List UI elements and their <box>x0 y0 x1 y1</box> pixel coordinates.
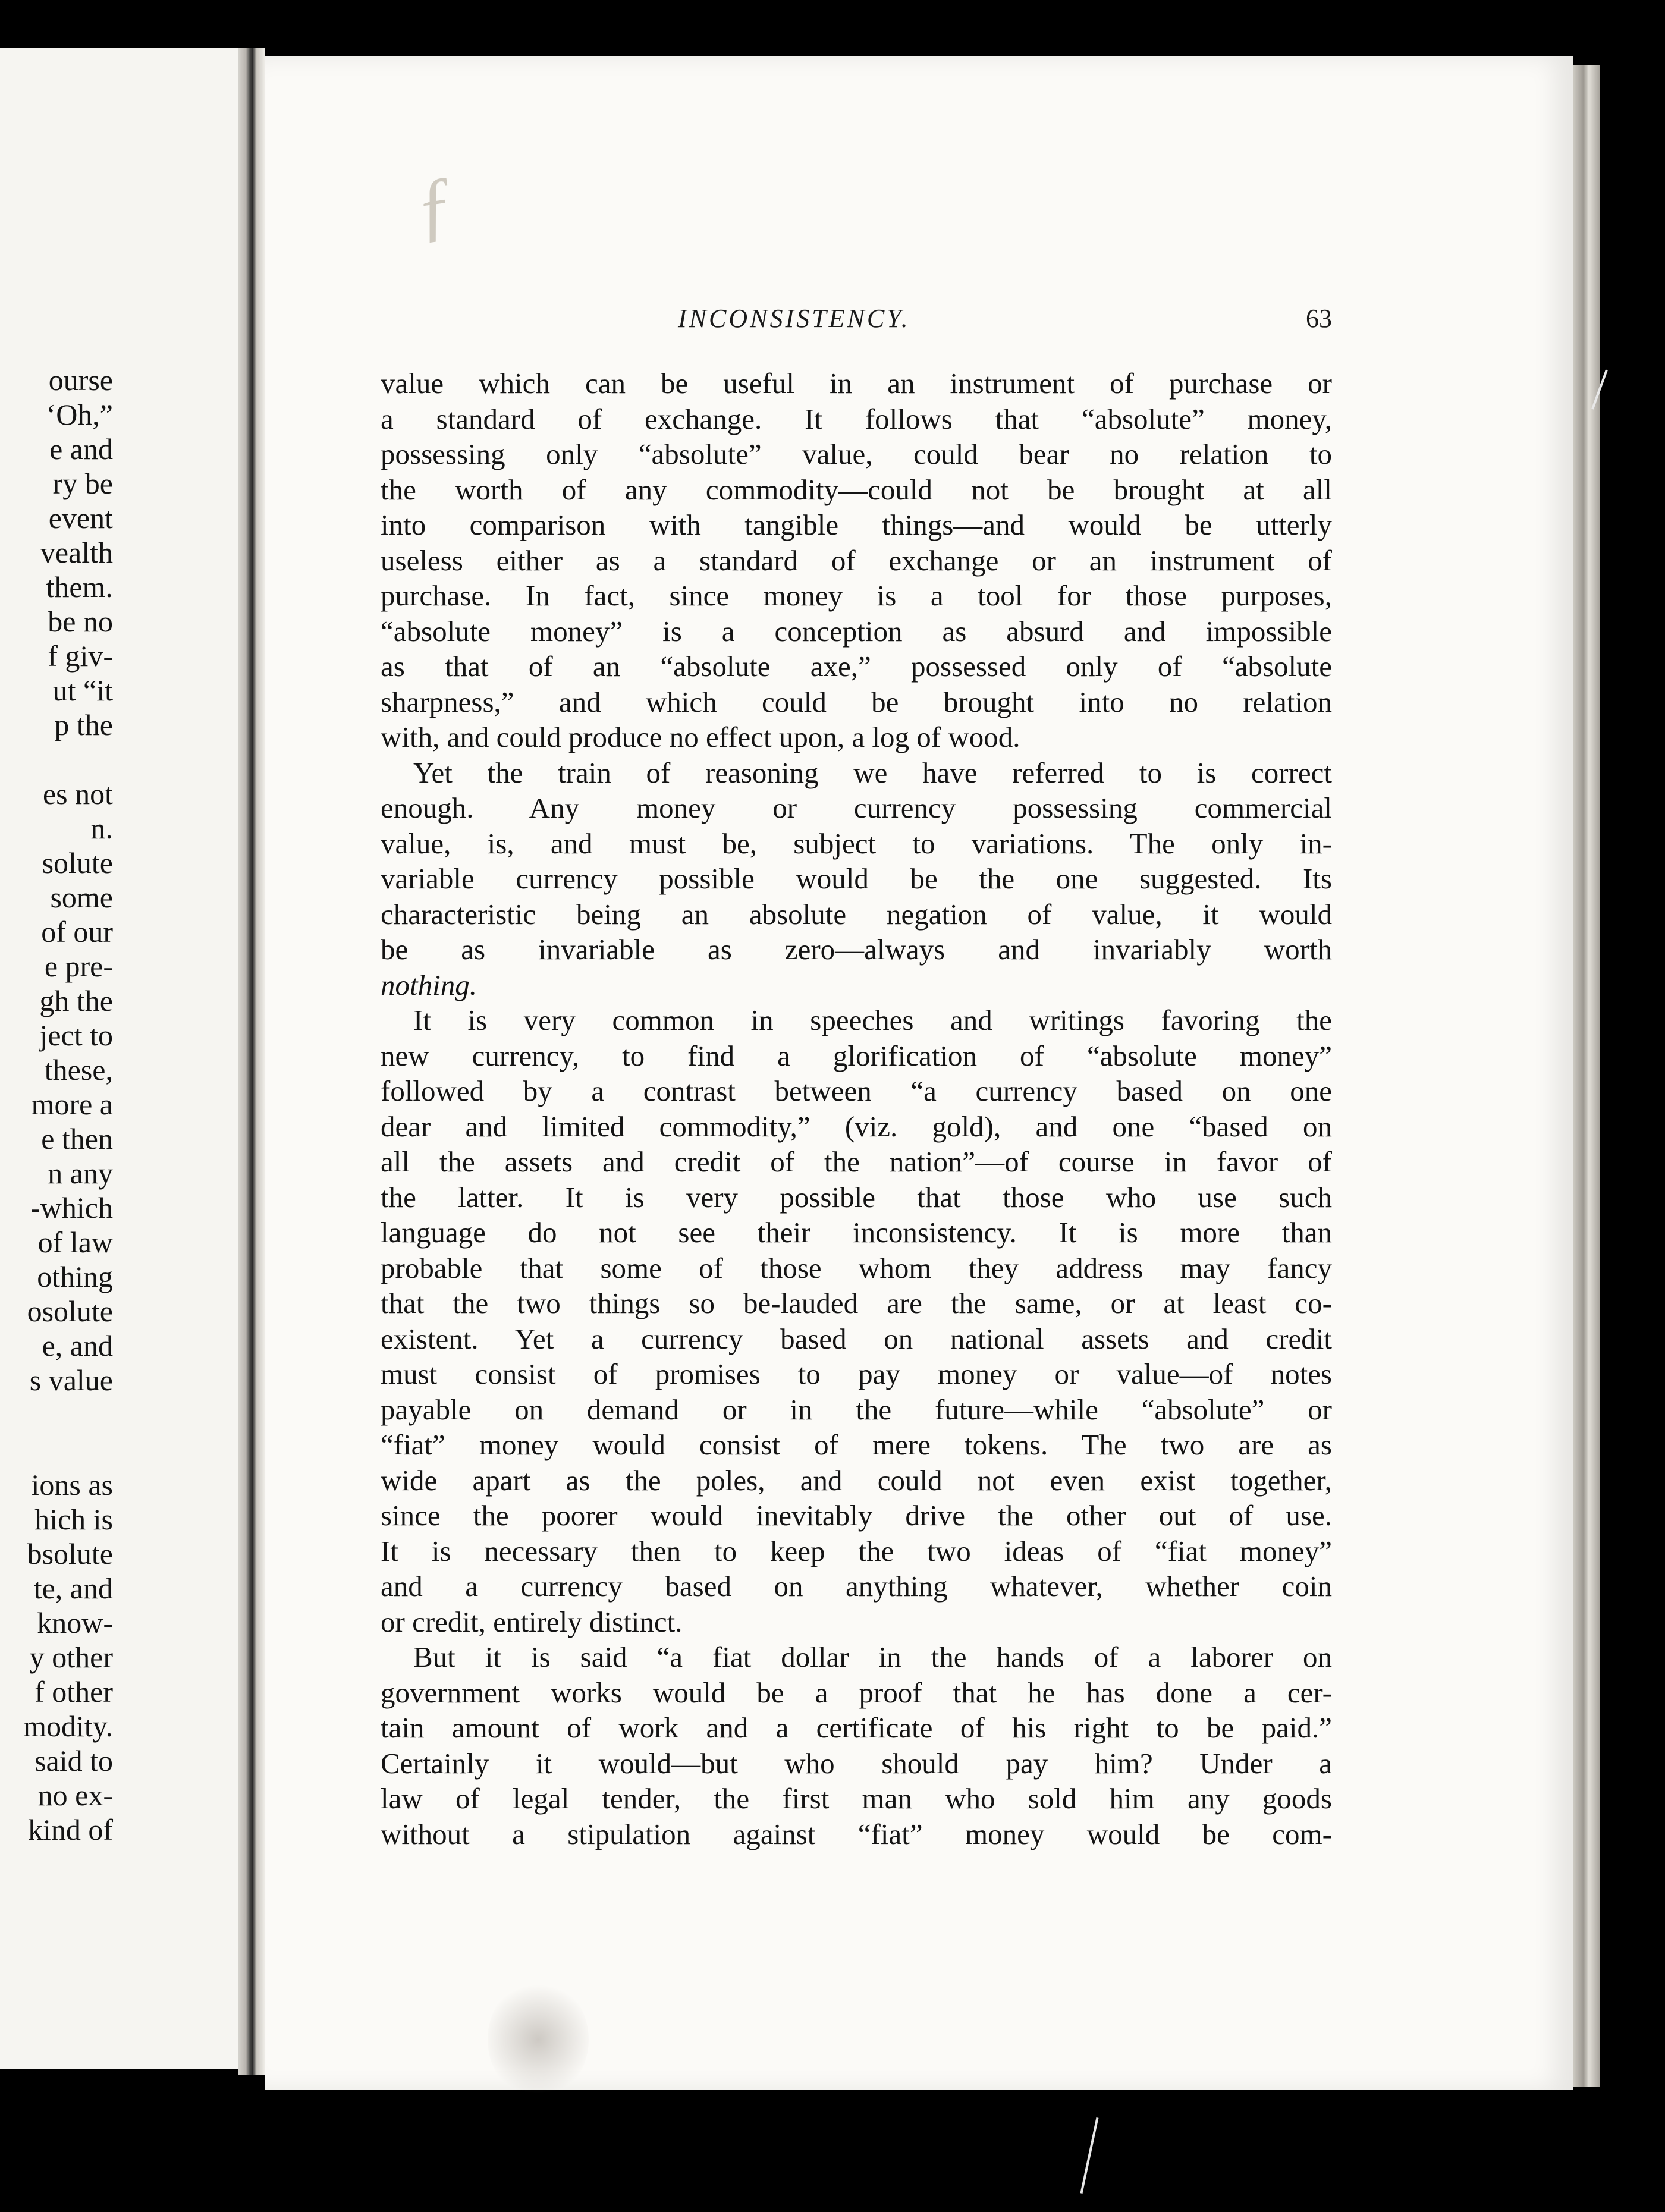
facing-page-line: ourse <box>48 363 113 397</box>
facing-page-line: p the <box>54 708 113 741</box>
facing-page-line: ut “it <box>52 674 113 707</box>
text-line: the worth of any commodity—could not be brought at all <box>381 473 1332 506</box>
facing-page-line: modity. <box>23 1710 113 1743</box>
text-line: payable on demand or in the future—while “absolute” or <box>381 1393 1332 1426</box>
facing-page-line: be no <box>48 605 113 638</box>
text-line: useless either as a standard of exchange or an instrument of <box>381 543 1332 577</box>
facing-page-line: of law <box>37 1226 113 1259</box>
facing-page-text <box>0 48 238 2069</box>
paragraph-start: Yet the train of reasoning we have referred to is correct <box>413 756 1332 789</box>
text-line: and a currency based on anything whatever, whether coin <box>381 1570 1332 1603</box>
facing-page-line: said to <box>34 1744 113 1777</box>
facing-page-line: e pre- <box>44 950 113 983</box>
facing-page-line: s value <box>29 1363 113 1397</box>
text-line: government works would be a proof that he has done a cer- <box>381 1676 1332 1709</box>
facing-page-line: more a <box>31 1088 113 1121</box>
text-line: enough. Any money or currency possessing commercial <box>381 791 1332 824</box>
facing-page-line: vealth <box>40 536 113 569</box>
text-line: into comparison with tangible things—and would be utterly <box>381 508 1332 541</box>
book-gutter <box>238 48 265 2075</box>
text-line: since the poorer would inevitably drive the other out of use. <box>381 1499 1332 1532</box>
pencil-mark: ƒ <box>410 160 461 250</box>
running-head: INCONSISTENCY. <box>678 304 910 333</box>
text-line: possessing only “absolute” value, could bear no relation to <box>381 438 1332 470</box>
facing-page-line: no ex- <box>37 1779 113 1812</box>
facing-page-line: gh the <box>39 984 113 1017</box>
text-line: new currency, to find a glorification of “absolute money” <box>381 1039 1332 1072</box>
facing-page-line: ‘Oh,” <box>46 398 113 431</box>
facing-page-line: some <box>50 881 113 914</box>
facing-page-line: of our <box>41 915 113 948</box>
text-line: “absolute money” is a conception as absurd and impossible <box>381 614 1332 648</box>
facing-page-line: n. <box>90 812 113 845</box>
facing-page-line: f other <box>34 1675 113 1708</box>
text-line: as that of an “absolute axe,” possessed only of “absolute <box>381 650 1332 683</box>
text-line: language do not see their inconsistency. It is more than <box>381 1216 1332 1249</box>
text-line: be as invariable as zero—always and invariably worth <box>381 933 1332 966</box>
text-line: followed by a contrast between “a currency based on one <box>381 1074 1332 1107</box>
text-line: tain amount of work and a certificate of his right to be paid.” <box>381 1711 1332 1744</box>
facing-page-line: ry be <box>52 467 113 500</box>
text-line: all the assets and credit of the nation”—of course in favor of <box>381 1145 1332 1178</box>
text-line: or credit, entirely distinct. <box>381 1605 683 1638</box>
facing-page-line: te, and <box>33 1572 113 1605</box>
facing-page-line: event <box>48 501 113 535</box>
text-line: without a stipulation against “fiat” money would be com- <box>381 1817 1332 1850</box>
facing-page-line: n any <box>48 1157 113 1190</box>
text-line: the latter. It is very possible that those who use such <box>381 1180 1332 1214</box>
text-line: dear and limited commodity,” (viz. gold), and one “based on <box>381 1110 1332 1143</box>
text-line: variable currency possible would be the one suggested. Its <box>381 862 1332 895</box>
facing-page-line: hich is <box>34 1503 113 1536</box>
paragraph-start: But it is said “a fiat dollar in the hands of a laborer on <box>413 1641 1332 1673</box>
facing-page-line: solute <box>42 846 113 879</box>
page-header <box>678 303 1332 345</box>
text-line: a standard of exchange. It follows that “absolute” money, <box>381 402 1332 435</box>
page-edge <box>1573 65 1600 2087</box>
text-line: law of legal tender, the first man who sold him any goods <box>381 1782 1332 1815</box>
text-line: wide apart as the poles, and could not even exist together, <box>381 1463 1332 1497</box>
text-line: nothing. <box>381 968 477 1001</box>
text-line: characteristic being an absolute negation of value, it would <box>381 897 1332 931</box>
facing-page-line: them. <box>46 570 113 604</box>
facing-page-line: ions as <box>31 1468 113 1501</box>
text-line: probable that some of those whom they address may fancy <box>381 1251 1332 1284</box>
text-line: must consist of promises to pay money or value—of notes <box>381 1358 1332 1390</box>
facing-page-line: othing <box>37 1260 113 1293</box>
text-line: Certainly it would—but who should pay him? Under a <box>381 1746 1332 1780</box>
margin-mark <box>1080 2117 1099 2194</box>
facing-page-line: e and <box>49 432 113 466</box>
text-line: purchase. In fact, since money is a tool for those purposes, <box>381 579 1332 612</box>
body-text <box>381 366 1332 1852</box>
facing-page-line: -which <box>30 1191 113 1224</box>
text-line: It is necessary then to keep the two ideas of “fiat money” <box>381 1534 1332 1567</box>
facing-page-line: kind of <box>27 1813 113 1846</box>
text-line: “fiat” money would consist of mere tokens. The two are as <box>381 1428 1332 1461</box>
facing-page-line: ject to <box>39 1019 113 1052</box>
text-line: sharpness,” and which could be brought into no relation <box>381 685 1332 718</box>
facing-page-left <box>0 48 238 2069</box>
text-line: value, is, and must be, subject to variations. The only in- <box>381 827 1332 860</box>
text-line: value which can be useful in an instrument of purchase or <box>381 367 1332 400</box>
facing-page-line: e, and <box>42 1329 113 1362</box>
page-number: 63 <box>1306 304 1332 333</box>
facing-page-line: bsolute <box>27 1537 113 1570</box>
facing-page-line: e then <box>41 1122 113 1155</box>
text-line: with, and could produce no effect upon, a log of wood. <box>381 721 1020 753</box>
text-line: that the two things so be-lauded are the same, or at least co- <box>381 1287 1332 1319</box>
facing-page-line: osolute <box>27 1294 113 1328</box>
facing-page-line: f giv- <box>48 639 113 673</box>
facing-page-line: es not <box>42 777 113 810</box>
facing-page-line: y other <box>29 1641 113 1674</box>
facing-page-line: know- <box>37 1606 113 1639</box>
paragraph-start: It is very common in speeches and writings favoring the <box>413 1004 1332 1036</box>
stain-mark <box>488 1980 589 2099</box>
facing-page-line: these, <box>44 1053 113 1086</box>
text-line: existent. Yet a currency based on national assets and credit <box>381 1322 1332 1355</box>
